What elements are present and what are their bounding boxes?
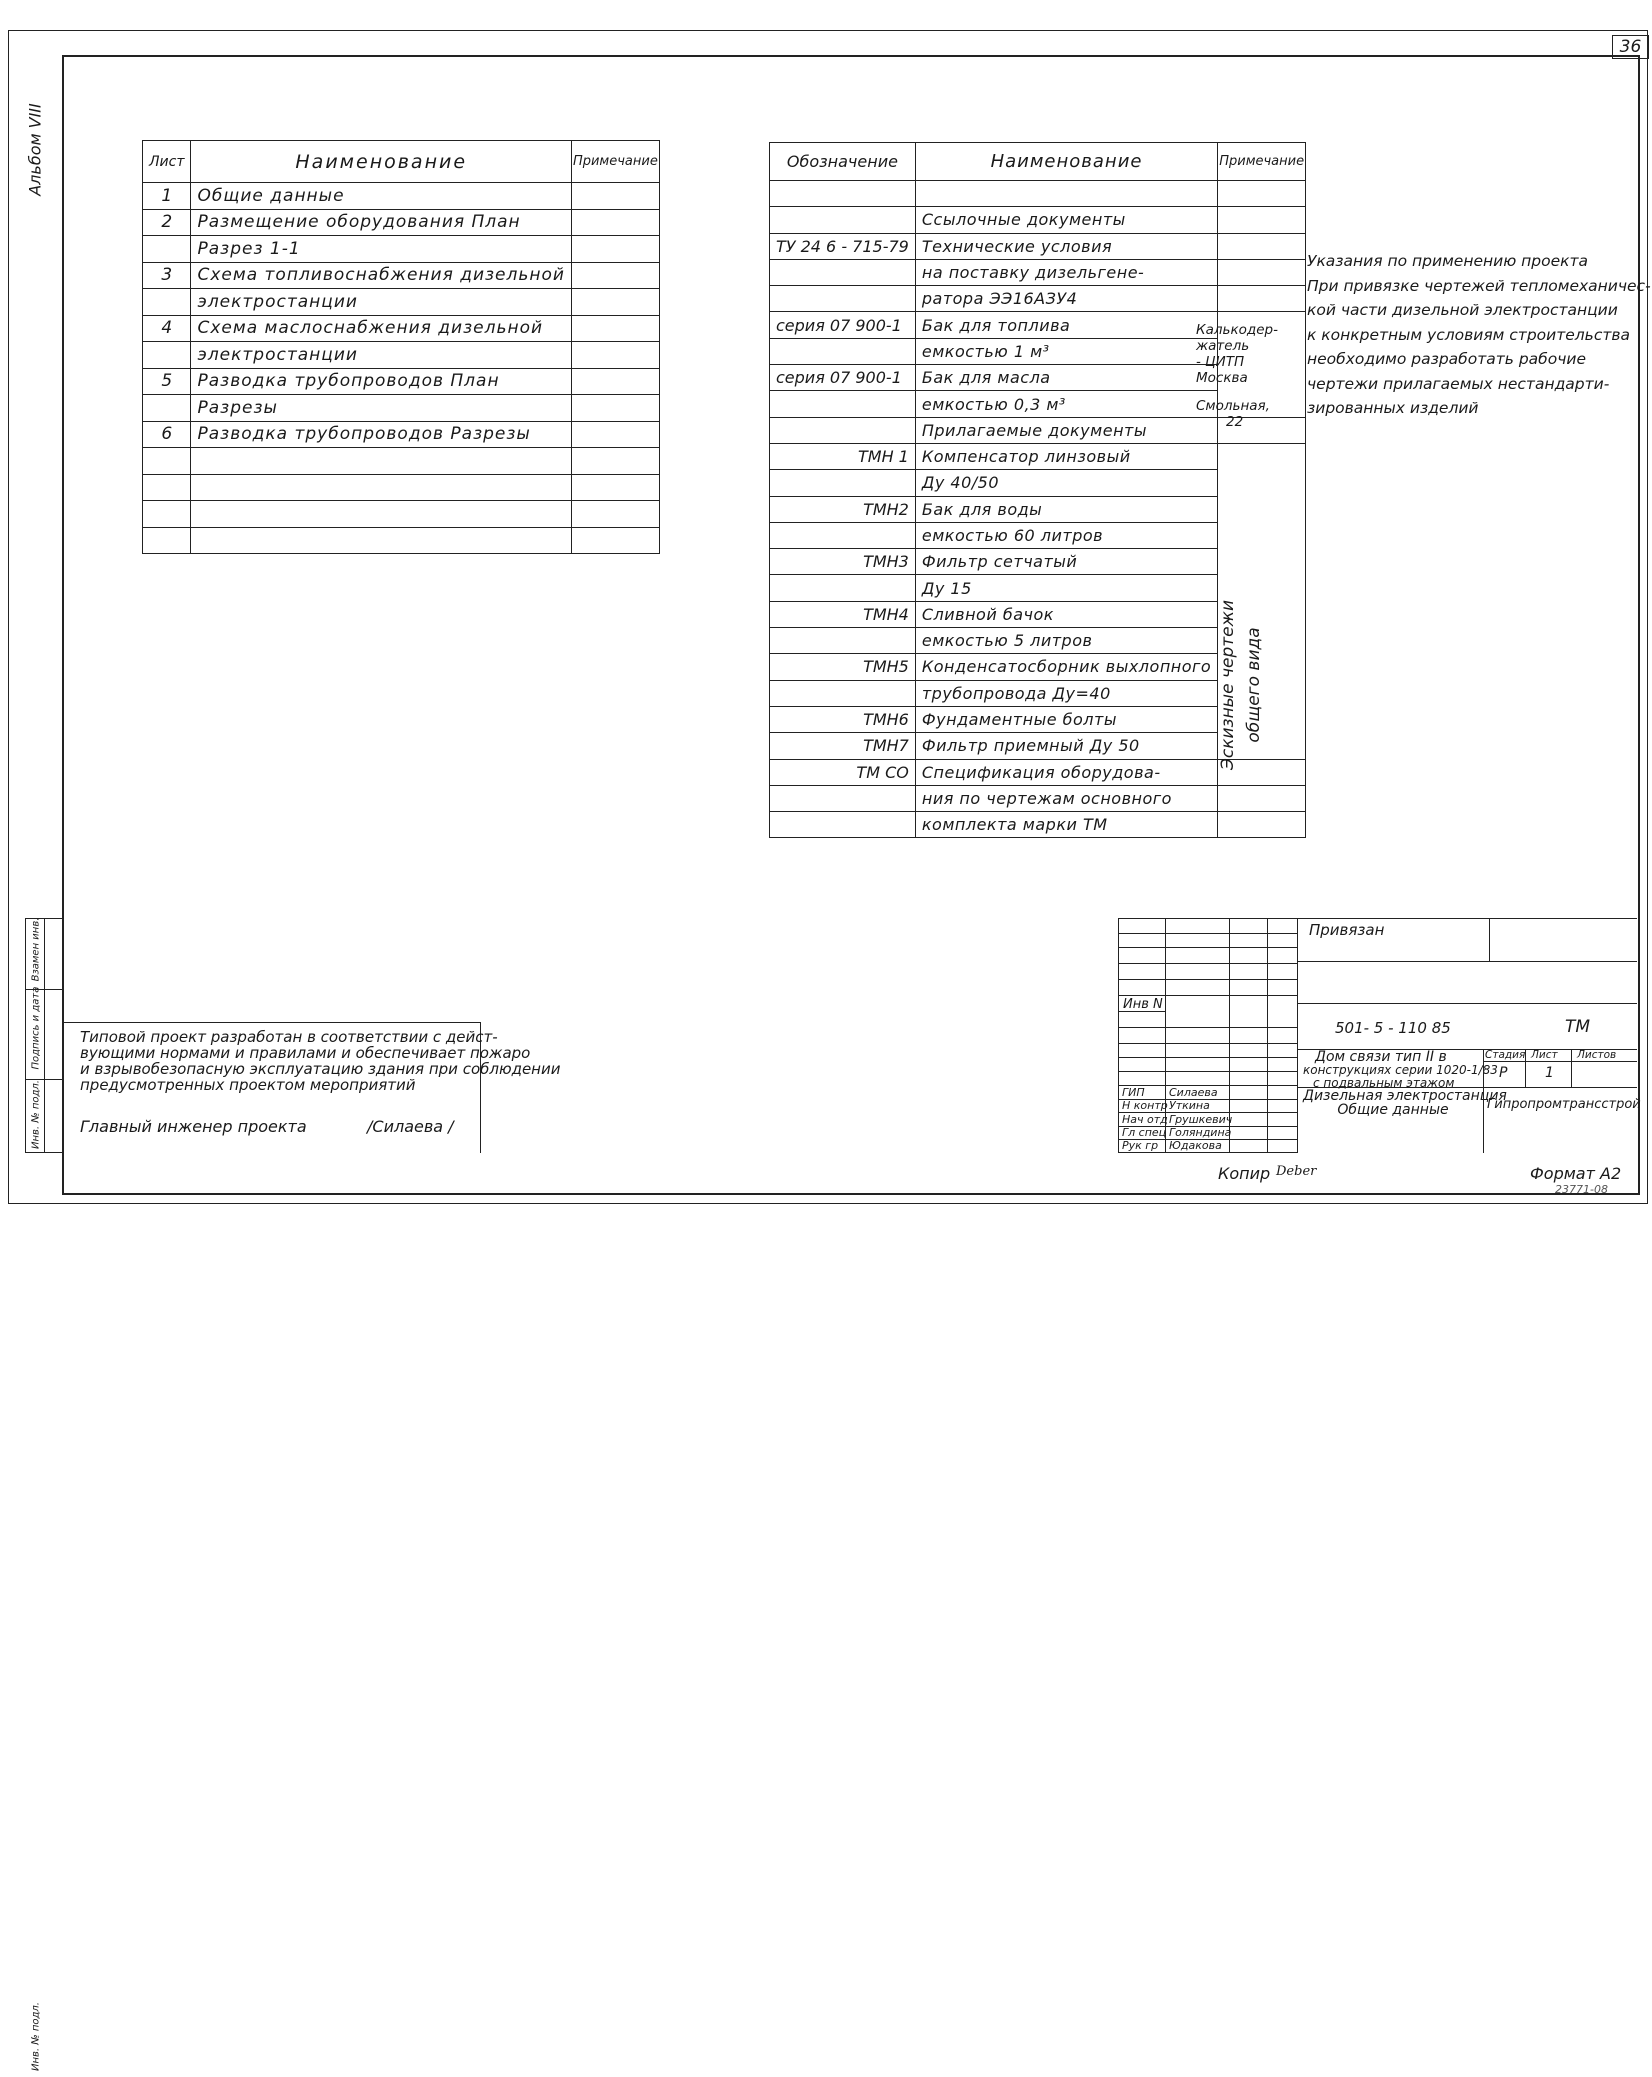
role-row — [1119, 1086, 1297, 1100]
sheet-name-cell: Разрезы — [191, 395, 571, 422]
ref-code-cell: ТМН6 — [770, 706, 916, 732]
ref-name-cell: Ссылочные документы — [915, 207, 1217, 233]
ref-code-cell — [770, 785, 916, 811]
ref-code-cell — [770, 286, 916, 312]
sheet-row — [143, 395, 660, 422]
ref-code-cell: ТМН5 — [770, 654, 916, 680]
sheet-number-cell: 6 — [143, 421, 191, 448]
sheet-name-cell: Разводка трубопроводов Разрезы — [191, 421, 571, 448]
role-name: Голяндина — [1169, 1125, 1232, 1139]
sheet-number-cell — [143, 395, 191, 422]
ref-row — [770, 443, 1306, 469]
col-list: Лист — [143, 141, 191, 183]
role-name: Уткина — [1169, 1099, 1210, 1113]
sheet-row — [143, 262, 660, 289]
col-code: Обозначение — [770, 143, 916, 181]
col-note: Примечание — [571, 141, 659, 183]
sheet-note-cell — [571, 342, 659, 369]
sheet-number-cell: 2 — [143, 209, 191, 236]
ref-code-cell — [770, 522, 916, 548]
sheet-value: 1 — [1545, 1065, 1554, 1081]
sheet-number-box — [1612, 35, 1649, 59]
sheet-name-cell — [191, 501, 571, 528]
chief-engineer-name: /Силаева / — [367, 1117, 454, 1136]
ref-row — [770, 259, 1306, 285]
sheet-number-cell — [143, 342, 191, 369]
certification-box: Типовой проект разработан в соответствии с дейст- вующими нормами и правилами и обеспечивает пожаро и взрывобезопасную эксплуатацию здания при соблюдении предусмотренных проектом мероприятий Главный инженер проекта /Силаева / — [62, 1022, 481, 1153]
role-label: Рук гр — [1122, 1139, 1159, 1153]
ref-code-cell — [770, 259, 916, 285]
ref-name-cell: Технические условия — [915, 233, 1217, 259]
sheet-note-cell — [571, 289, 659, 316]
sheet-note-cell — [571, 262, 659, 289]
sheet-number-cell — [143, 289, 191, 316]
sheet-name-cell: Разводка трубопроводов План — [191, 368, 571, 395]
sheet-number-cell — [143, 448, 191, 475]
ref-name-cell — [915, 181, 1217, 207]
sheet-number-cell: 3 — [143, 262, 191, 289]
archive-number: 23771-08 — [1555, 1183, 1608, 1196]
side-stamp — [25, 917, 63, 2071]
sheet-number-cell — [143, 474, 191, 501]
ref-code-cell — [770, 575, 916, 601]
role-row — [1119, 1139, 1297, 1153]
ref-name-cell: Конденсатосборник выхлопного — [915, 654, 1217, 680]
sheets-header: Листов — [1577, 1049, 1617, 1061]
ref-row — [770, 207, 1306, 233]
ref-row — [770, 286, 1306, 312]
ref-name-cell: Фильтр сетчатый — [915, 549, 1217, 575]
role-row — [1119, 1113, 1297, 1127]
sheet-row — [143, 236, 660, 263]
ref-row — [770, 812, 1306, 838]
ref-code-cell — [770, 338, 916, 364]
ref-row — [770, 233, 1306, 259]
role-name: Силаева — [1169, 1086, 1218, 1099]
ref-note-cell — [1218, 259, 1306, 285]
sheet-row — [143, 368, 660, 395]
copied-label: Копир — [1218, 1164, 1271, 1183]
ref-name-cell: Ду 40/50 — [915, 470, 1217, 496]
col-ref-note: Примечание — [1218, 143, 1306, 181]
role-label: Н контр — [1122, 1099, 1168, 1113]
ref-code-cell — [770, 181, 916, 207]
ref-name-cell: емкостью 0,3 м³ — [915, 391, 1217, 417]
format-label: Формат А2 — [1530, 1164, 1622, 1183]
role-label: Нач отд — [1122, 1112, 1168, 1126]
ref-note-cell — [1218, 812, 1306, 838]
ref-code-cell: ТМН2 — [770, 496, 916, 522]
ref-code-cell — [770, 628, 916, 654]
ref-name-cell: емкостью 1 м³ — [915, 338, 1217, 364]
ref-code-cell — [770, 391, 916, 417]
sheet-note-cell — [571, 315, 659, 342]
sheet-note-cell — [571, 501, 659, 528]
sheet-name-cell — [191, 527, 571, 554]
ref-code-cell — [770, 207, 916, 233]
ref-name-cell: Прилагаемые документы — [915, 417, 1217, 443]
sheet-note-cell — [571, 183, 659, 210]
building-title: Дом связи тип II в конструкциях серии 1020-1/83 с подвальным этажом — [1303, 1049, 1498, 1090]
ref-name-cell: Бак для топлива — [915, 312, 1217, 338]
sheet-number-cell — [143, 501, 191, 528]
ref-note-cell — [1218, 181, 1306, 207]
role-row — [1119, 1126, 1297, 1140]
sheet-row — [143, 342, 660, 369]
sheet-row — [143, 501, 660, 528]
ref-name-cell: Ду 15 — [915, 575, 1217, 601]
ref-name-cell: емкостью 5 литров — [915, 628, 1217, 654]
ref-name-cell: емкостью 60 литров — [915, 522, 1217, 548]
sheet-note-cell — [571, 421, 659, 448]
ref-name-cell: Спецификация оборудова- — [915, 759, 1217, 785]
album-label: Альбом VIII — [25, 103, 45, 196]
ref-name-cell: ния по чертежам основного — [915, 785, 1217, 811]
ref-code-cell: ТУ 24 6 - 715-79 — [770, 233, 916, 259]
sheet-row — [143, 448, 660, 475]
sheet-number-cell: 1 — [143, 183, 191, 210]
sheet-row — [143, 209, 660, 236]
sheet-note-cell — [571, 448, 659, 475]
role-row — [1119, 1099, 1297, 1113]
sheet-note-cell — [571, 474, 659, 501]
note-kalko: Калькодер- жатель - ЦИТП Москва Смольная, 22 — [1196, 322, 1278, 430]
ref-code-cell: ТМН4 — [770, 601, 916, 627]
ref-code-cell: серия 07 900-1 — [770, 312, 916, 338]
role-label: Гл спец — [1122, 1125, 1167, 1139]
stage-value: Р — [1499, 1065, 1508, 1081]
project-mark: ТМ — [1565, 1017, 1591, 1037]
privyazan: Привязан — [1309, 921, 1385, 939]
title-block — [1118, 918, 1641, 1153]
organization: Гипропромтрансстрой — [1487, 1097, 1641, 1112]
note-sketch: Эскизные чертежи общего вида — [1218, 600, 1264, 770]
sheet-name-cell: Схема топливоснабжения дизельной — [191, 262, 571, 289]
ref-name-cell: Фильтр приемный Ду 50 — [915, 733, 1217, 759]
role-name: Юдакова — [1169, 1139, 1222, 1153]
instructions: Указания по применению проекта При привязке чертежей тепломеханичес- кой части дизельной электростанции к конкретным условиям строительства необходимо разработать рабочие чертежи прилагаемых нестандарти- зированных изделий — [1307, 249, 1651, 421]
ref-note-cell — [1218, 233, 1306, 259]
subject: Дизельная электростанция Общие данные — [1303, 1088, 1507, 1118]
ref-code-cell — [770, 417, 916, 443]
sheet-number-cell — [143, 236, 191, 263]
ref-code-cell — [770, 812, 916, 838]
side-stamp-inv: Инв. № подл. — [30, 2002, 42, 2071]
sheet-name-cell: Размещение оборудования План — [191, 209, 571, 236]
sheet-number: 36 — [1619, 37, 1642, 57]
ref-note-cell — [1218, 286, 1306, 312]
side-stamp-signature: Подпись и дата — [30, 986, 42, 1070]
copier-signature: Deber — [1276, 1164, 1317, 1179]
ref-code-cell: ТМ СО — [770, 759, 916, 785]
ref-name-cell: комплекта марки ТМ — [915, 812, 1217, 838]
sheet-row — [143, 474, 660, 501]
ref-name-cell: Сливной бачок — [915, 601, 1217, 627]
ref-name-cell: Компенсатор линзовый — [915, 443, 1217, 469]
sheet-header: Лист — [1531, 1049, 1558, 1061]
project-code: 501- 5 - 110 85 — [1335, 1019, 1451, 1037]
sheet-name-cell — [191, 448, 571, 475]
sheet-note-cell — [571, 209, 659, 236]
role-label: ГИП — [1122, 1086, 1145, 1099]
sheet-name-cell — [191, 474, 571, 501]
sheet-name-cell: Общие данные — [191, 183, 571, 210]
sheet-name-cell: электростанции — [191, 342, 571, 369]
side-stamp-inv-podl: Инв. № подл. — [30, 1080, 42, 1149]
ref-code-cell: ТМН7 — [770, 733, 916, 759]
ref-name-cell: Бак для масла — [915, 365, 1217, 391]
instructions-title: Указания по применению проекта — [1307, 252, 1589, 270]
ref-code-cell: серия 07 900-1 — [770, 365, 916, 391]
sheet-note-cell — [571, 368, 659, 395]
sheet-row — [143, 421, 660, 448]
sheet-number-cell: 5 — [143, 368, 191, 395]
side-stamp-replace: Взамен инв. — [30, 917, 42, 982]
role-name: Грушкевич — [1169, 1112, 1233, 1126]
sheet-number-cell — [143, 527, 191, 554]
ref-code-cell — [770, 680, 916, 706]
sheet-note-cell — [571, 395, 659, 422]
ref-code-cell — [770, 470, 916, 496]
stage-header: Стадия — [1485, 1049, 1526, 1061]
ref-code-cell: ТМН3 — [770, 549, 916, 575]
ref-name-cell: трубопровода Ду=40 — [915, 680, 1217, 706]
ref-note-cell — [1218, 207, 1306, 233]
sheet-list-table — [142, 140, 660, 554]
chief-engineer-label: Главный инженер проекта — [80, 1117, 307, 1136]
ref-code-cell: ТМН 1 — [770, 443, 916, 469]
ref-name-cell: на поставку дизельгене- — [915, 259, 1217, 285]
sheet-row — [143, 527, 660, 554]
ref-name-cell: ратора ЭЭ16АЗУ4 — [915, 286, 1217, 312]
sheet-name-cell: Схема маслоснабжения дизельной — [191, 315, 571, 342]
sheet-row — [143, 183, 660, 210]
sheet-row — [143, 289, 660, 316]
ref-name-cell: Фундаментные болты — [915, 706, 1217, 732]
sheet-name-cell: Разрез 1-1 — [191, 236, 571, 263]
ref-row — [770, 181, 1306, 207]
sheet-number-cell: 4 — [143, 315, 191, 342]
ref-name-cell: Бак для воды — [915, 496, 1217, 522]
sheet-name-cell: электростанции — [191, 289, 571, 316]
sheet-note-cell — [571, 527, 659, 554]
col-name: Наименование — [191, 141, 571, 183]
sheet-note-cell — [571, 236, 659, 263]
sheet-row — [143, 315, 660, 342]
inv-label: Инв N — [1123, 997, 1163, 1012]
col-ref-name: Наименование — [915, 143, 1217, 181]
